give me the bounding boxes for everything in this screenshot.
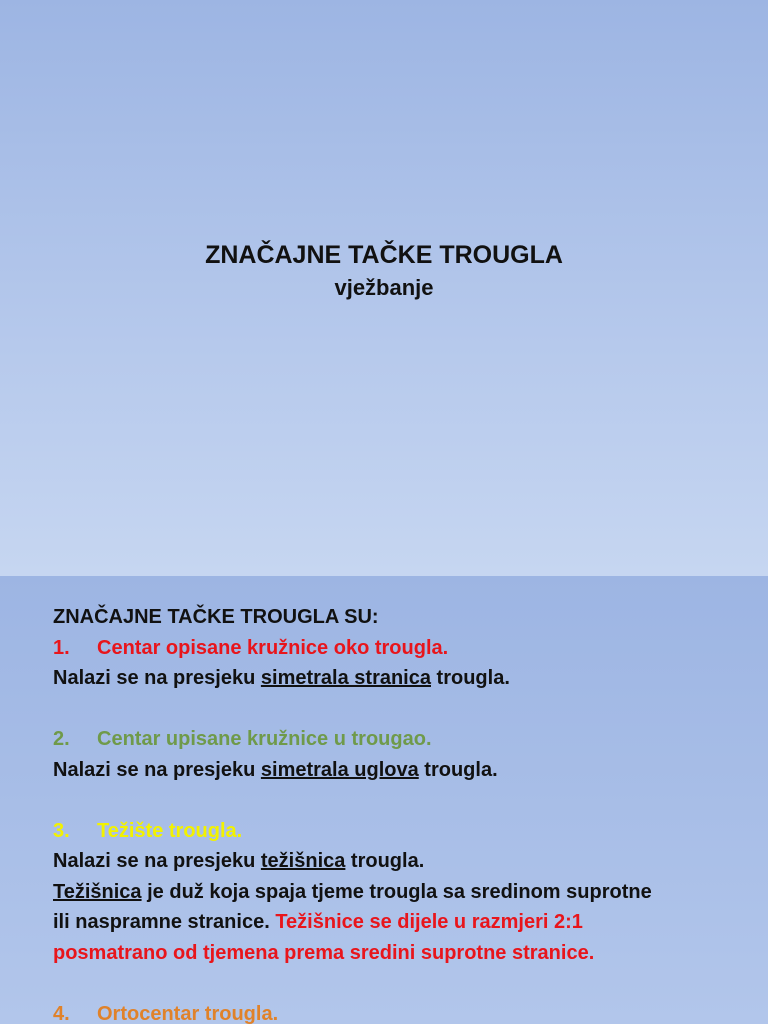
item-1-pre: Nalazi se na presjeku — [53, 667, 261, 689]
spacer — [53, 694, 753, 725]
item-1-title-text: Centar opisane kružnice oko trougla. — [97, 636, 449, 659]
spacer — [53, 785, 753, 816]
item-2-title-text: Centar upisane kružnice u trougao. — [97, 728, 432, 750]
slide-title: ZNAČAJNE TAČKE TROUGLA — [205, 241, 563, 269]
content-text — [53, 602, 753, 1024]
item-3-def-red-1: Težišnice se dijele u razmjeri 2:1 — [275, 911, 583, 933]
item-3-def-text-2: ili naspramne stranice. — [53, 911, 276, 933]
item-3-def-text-1: je duž koja spaja tjeme trougla sa sredinom suprotne — [141, 880, 652, 903]
item-3-definition-line-3: posmatrano od tjemena prema sredini suprotne stranice. — [53, 941, 595, 964]
item-3-description — [53, 846, 753, 877]
item-2-pre: Nalazi se na presjeku — [53, 758, 261, 781]
content-slide — [0, 576, 768, 1024]
item-4-title-text: Ortocentar trougla. — [97, 1002, 279, 1024]
item-3-number: 3. — [53, 819, 70, 842]
item-1-number: 1. — [53, 636, 70, 659]
item-2-description — [53, 755, 753, 786]
item-4-number: 4. — [53, 1002, 70, 1024]
item-4-title — [53, 999, 753, 1024]
item-1-description — [53, 663, 753, 694]
title-block — [0, 238, 768, 304]
item-2-number: 2. — [53, 728, 70, 750]
item-3-definition-line-2 — [53, 907, 753, 938]
item-3-pre: Nalazi se na presjeku — [53, 850, 261, 872]
item-1-post: trougla. — [431, 667, 510, 689]
item-3-post: trougla. — [345, 850, 425, 872]
item-2-post: trougla. — [418, 758, 498, 781]
item-3-def-term: Težišnica — [53, 880, 142, 903]
item-1-title — [53, 633, 753, 664]
slide-subtitle: vježbanje — [334, 275, 434, 300]
spacer — [53, 968, 753, 999]
item-3-definition-line-1 — [53, 877, 753, 908]
item-3-title-text: Težište trougla. — [97, 819, 243, 842]
item-1-underlined: simetrala stranica — [260, 667, 431, 689]
item-3-title — [53, 816, 753, 847]
item-2-underlined: simetrala uglova — [260, 758, 419, 781]
item-3-underlined: težišnica — [260, 850, 346, 872]
content-heading: ZNAČAJNE TAČKE TROUGLA SU: — [53, 606, 379, 628]
item-2-title — [53, 724, 753, 755]
